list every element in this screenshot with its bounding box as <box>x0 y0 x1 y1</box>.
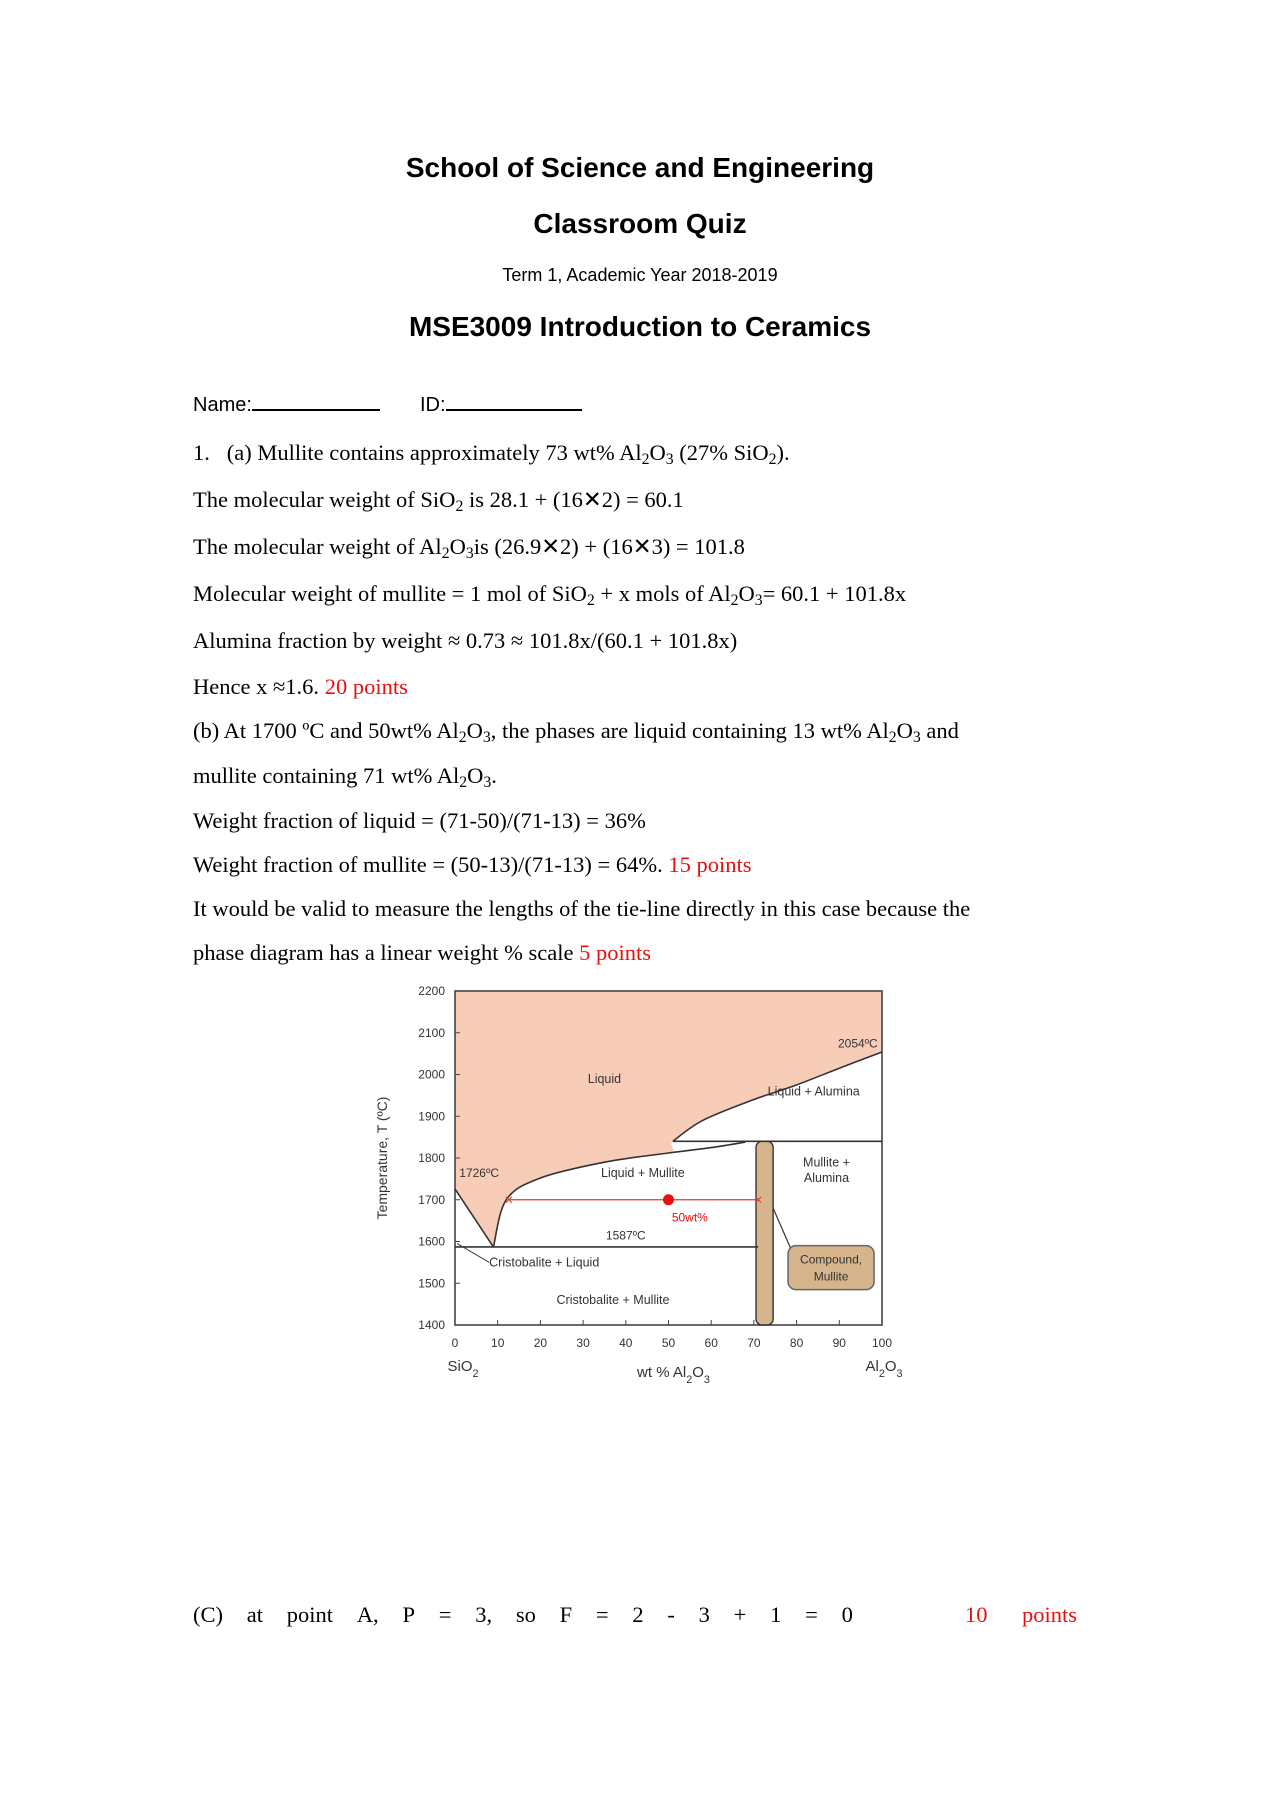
validity-line1: It would be valid to measure the lengths of the tie-line directly in this case because the <box>193 896 971 921</box>
q1c-word: - <box>667 1602 675 1627</box>
q1c-word: A, <box>356 1602 379 1627</box>
compound-leader-line <box>773 1208 792 1252</box>
y-tick-label: 1400 <box>418 1318 445 1332</box>
annotation-al2o3-melting: 2054ºC <box>837 1036 878 1051</box>
q1b-line1: (b) At 1700 ºC and 50wt% $Al_2O_3$, the phases are liquid containing 13 wt% $Al_2O_3$ and <box>193 718 959 746</box>
region-label-cristobalite-liquid: Cristobalite + Liquid <box>489 1255 600 1270</box>
q1c-word: (C) <box>193 1602 223 1627</box>
annotation-composition: 50wt% <box>671 1210 708 1225</box>
x-tick-label: 30 <box>576 1336 590 1350</box>
mullite-band <box>756 1141 773 1325</box>
x-tick-label: 100 <box>871 1336 893 1350</box>
compound-callout-line2: Mullite <box>813 1269 849 1284</box>
q1c-line <box>193 1602 1077 1628</box>
y-tick-label: 2200 <box>418 984 445 998</box>
sio2-mw-line: The molecular weight of SiO$_2$ is 28.1 + (16✕2) = 60.1 <box>193 487 684 515</box>
al2o3-mw-line: The molecular weight of $Al_2O_3is$ (26.9✕2) + (16✕3) = 101.8 <box>193 534 745 562</box>
q1c-word: 0 <box>841 1602 853 1627</box>
region-label-liquid: Liquid <box>587 1071 622 1086</box>
region-label-liquid-mullite: Liquid + Mullite <box>601 1165 685 1180</box>
x-tick-label: 60 <box>704 1336 718 1350</box>
x-tick-label: 40 <box>619 1336 633 1350</box>
id-field[interactable] <box>420 394 582 417</box>
x-axis-label: wt % $Al_2O_3$ <box>637 1364 710 1386</box>
x-tick-label: 10 <box>491 1336 505 1350</box>
q1c-word: = <box>438 1602 452 1627</box>
region-label-cristobalite-mullite: Cristobalite + Mullite <box>556 1293 670 1308</box>
x-tick-label: 20 <box>533 1336 548 1350</box>
q1b-line2: mullite containing 71 wt% $Al_2O_3$. <box>193 763 497 791</box>
region-label-liquid-alumina: Liquid + Alumina <box>767 1084 860 1099</box>
al2o3-end-label: $Al_2O_3$ <box>865 1358 903 1380</box>
points-badge-b2: 5 points <box>579 940 651 965</box>
y-tick-label: 2100 <box>418 1025 445 1040</box>
points-badge-c: 10 points <box>965 1602 1077 1627</box>
state-point <box>663 1194 674 1205</box>
x-tick-label: 50 <box>661 1336 676 1350</box>
sio2-end-label: SiO$_2$ <box>447 1358 479 1380</box>
q1c-text <box>193 1602 853 1628</box>
y-tick-label: 2000 <box>418 1067 445 1082</box>
region-label-mullite-alumina: Mullite + <box>803 1155 850 1170</box>
mullite-fraction-line: Weight fraction of mullite = (50-13)/(71-13) = 64%. 15 points <box>193 852 752 877</box>
y-tick-label: 1500 <box>418 1276 445 1291</box>
name-label: Name: <box>193 394 252 416</box>
liquid-region <box>455 991 882 1247</box>
q1c-word: = <box>595 1602 609 1627</box>
school-title: School of Science and Engineering <box>405 152 875 183</box>
q1c-word: F <box>559 1602 573 1627</box>
annotation-eutectic: 1587ºC <box>605 1228 646 1243</box>
q1a-intro: 1. (a) Mullite contains approximately 73 wt% $Al_2O_3$ (27% SiO$_2$). <box>193 440 790 468</box>
liquid-fraction-line: Weight fraction of liquid = (71-50)/(71-13) = 36% <box>193 808 646 833</box>
annotation-sio2-melting: 1726ºC <box>459 1165 500 1180</box>
term-line: Term 1, Academic Year 2018-2019 <box>502 265 778 285</box>
x-tick-label: 80 <box>789 1336 804 1350</box>
region-label-mullite-alumina: Alumina <box>803 1171 850 1186</box>
hence-line: Hence x ≈1.6. 20 points <box>193 674 408 699</box>
q1c-word: so <box>515 1602 536 1627</box>
course-title: MSE3009 Introduction to Ceramics <box>408 311 872 342</box>
id-blank[interactable] <box>446 409 582 411</box>
y-tick-label: 1700 <box>418 1192 445 1207</box>
q1c-word: point <box>286 1602 334 1627</box>
y-tick-label: 1600 <box>418 1234 445 1249</box>
alumina-fraction-line: Alumina fraction by weight ≈ 0.73 ≈ 101.8x/(60.1 + 101.8x) <box>193 628 738 653</box>
q1c-word: 2 <box>632 1602 644 1627</box>
x-tick-label: 0 <box>451 1336 459 1350</box>
validity-line2: phase diagram has a linear weight % scale 5 points <box>193 940 651 965</box>
y-tick-label: 1800 <box>418 1151 445 1165</box>
points-badge-b: 15 points <box>668 852 752 877</box>
q1-number: 1. <box>193 440 210 465</box>
quiz-title: Classroom Quiz <box>533 208 747 239</box>
y-axis-label: Temperature, T (ºC) <box>374 1096 390 1220</box>
name-blank[interactable] <box>252 409 380 411</box>
mullite-mw-line: Molecular weight of mullite = 1 mol of SiO$_2$ + x mols of $Al_2O_3= 60.1 + 101.8x$ <box>193 581 907 609</box>
q1c-word: 3 <box>698 1602 710 1627</box>
y-tick-label: 1900 <box>418 1109 445 1124</box>
points-badge-a: 20 points <box>324 674 408 699</box>
q1c-word: P <box>402 1602 415 1627</box>
phase-diagram <box>365 975 925 1395</box>
compound-callout-line1: Compound, <box>800 1252 863 1267</box>
q1c-word: 3, <box>475 1602 493 1627</box>
q1c-word: at <box>246 1602 264 1627</box>
x-tick-label: 90 <box>832 1336 846 1350</box>
id-label: ID: <box>420 394 446 416</box>
q1c-word: 1 <box>770 1602 782 1627</box>
q1c-word: = <box>805 1602 818 1627</box>
name-field[interactable] <box>193 394 380 417</box>
x-tick-label: 70 <box>747 1336 761 1350</box>
q1c-word: + <box>733 1602 747 1627</box>
